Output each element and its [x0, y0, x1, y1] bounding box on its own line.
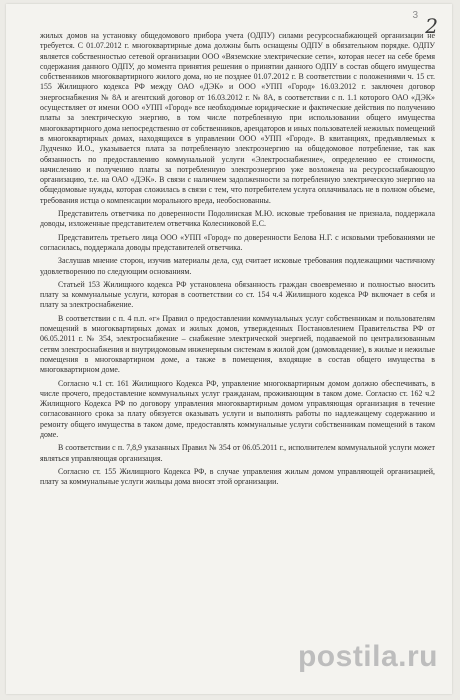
paragraph-3: Представитель третьего лица ООО «УПП «Город» по доверенности Белова Н.Г. с исковыми требованиями не согласилась, поддержала доводы представителей ответчика.: [40, 232, 435, 252]
document-body: [40, 31, 435, 490]
handwritten-page-number: 2: [425, 14, 438, 38]
paragraph-6: В соответствии с п. 4 п.п. «г» Правил о предоставлении коммунальных услуг собственникам и пользователям помещений в многоквартирных домах и жилых домов, утвержденных Постановлением Правительства РФ от 06.05.2011 г. № 354, электроснабжение – снабжение электрической энергией, подаваемой по централизованным сетям электроснабжения и внутридомовым инженерным системам в жилой дом (домовладение), в жилые и нежилые помещения в многоквартирном доме, а также в помещения, входящие в состав общего имущества в многоквартирном доме.: [40, 313, 435, 375]
site-watermark: postila.ru: [297, 640, 438, 673]
printed-page-number: 3: [412, 10, 418, 21]
paragraph-5: Статьей 153 Жилищного кодекса РФ установлена обязанность граждан своевременно и полностью вносить плату за коммунальные услуги, которая в соответствии со ст. 154 ч.4 Жилищного кодекса РФ включает в себя и плату за электроснабжение.: [40, 279, 435, 310]
paragraph-8: В соответствии с п. 7,8,9 указанных Правил № 354 от 06.05.2011 г., исполнителем коммунальной услуги может являться управляющая организация.: [40, 443, 435, 463]
document-page: [6, 4, 452, 694]
paragraph-9: Согласно ст. 155 Жилищного Кодекса РФ, в случае управления жилым домом управляющей организацией, плату за коммунальные услуги жильцы дома вносят этой организации.: [40, 466, 435, 487]
paragraph-2: Представитель ответчика по доверенности Подолинская М.Ю. исковые требования не признала, поддержала доводы, изложенные представителем ответчика Колесниковой Е.С.: [40, 209, 435, 229]
paragraph-4: Заслушав мнение сторон, изучив материалы дела, суд считает исковые требования подлежащими частичному удовлетворению по следующим основаниям.: [40, 256, 435, 276]
paragraph-7: Согласно ч.1 ст. 161 Жилищного Кодекса РФ, управление многоквартирным домом должно обеспечивать, в числе прочего, предоставление коммунальных услуг гражданам, проживающим в таком доме. Согласно ст. 162 ч.2 Жилищного Кодекса РФ по договору управления многоквартирным домом управляющая организация в течение согласованного срока за плату обязуется оказывать услуги и выполнять работы по надлежащему содержанию и ремонту общего имущества в таком доме, предоставлять коммунальные услуги собственникам помещений в таком доме.: [40, 378, 435, 439]
paragraph-1: жилых домов на установку общедомового прибора учета (ОДПУ) силами ресурсоснабжающей организации не требуется. С 01.07.2012 г. многоквартирные дома должны быть оснащены ОДПУ в обязательном порядке. ОДПУ является собственностью сетевой организации ООО «Вяземские электрические сети», которая несет на себе бремя содержания данного ОДПУ, до момента принятия решения о принятии данного ОДПУ в состав общего имущества собственников многоквартирного жилого дома, но не позднее 01.07.2012 г. В соответствии с положениями ч. 15 ст. 155 Жилищного кодекса РФ между ОАО «ДЭК» и ООО «УПП «Город» 16.03.2012 г. заключен договор энергоснабжения № 8А и агентский договор от 16.03.2012 г. № 8А, в соответствии с п. 1.1 которого ОАО «ДЭК» осуществляет от имени ООО «УПП «Город» все необходимые юридические и фактические действия по получению платы за электрическую энергию, в том числе потребленную при использовании общего имущества многоквартирного дома непосредственно от собственников, арендаторов и иных пользователей нежилых помещений в многоквартирных домах, находящихся в управлении ООО «УПП «Город». В квитанциях, предъявляемых к Лудченко И.О., указывается плата за потребленную электроэнергию на общедомовое потребление, так как обязанность по предоставлению коммунальной услуги «Электроснабжение», определению ее стоимости, начислению и получению платы за потребленную электроэнергию уже возложена на ресурсоснабжающую организацию, т.е. на ОАО «ДЭК». В связи с наличием задолженности за потребленную электрическую энергию на общедомовые нужды, которая сложилась в связи с тем, что потребителем услуга оплачивалась не в полном объеме, требования истца о компенсации морального вреда, необоснованны.: [40, 31, 435, 205]
